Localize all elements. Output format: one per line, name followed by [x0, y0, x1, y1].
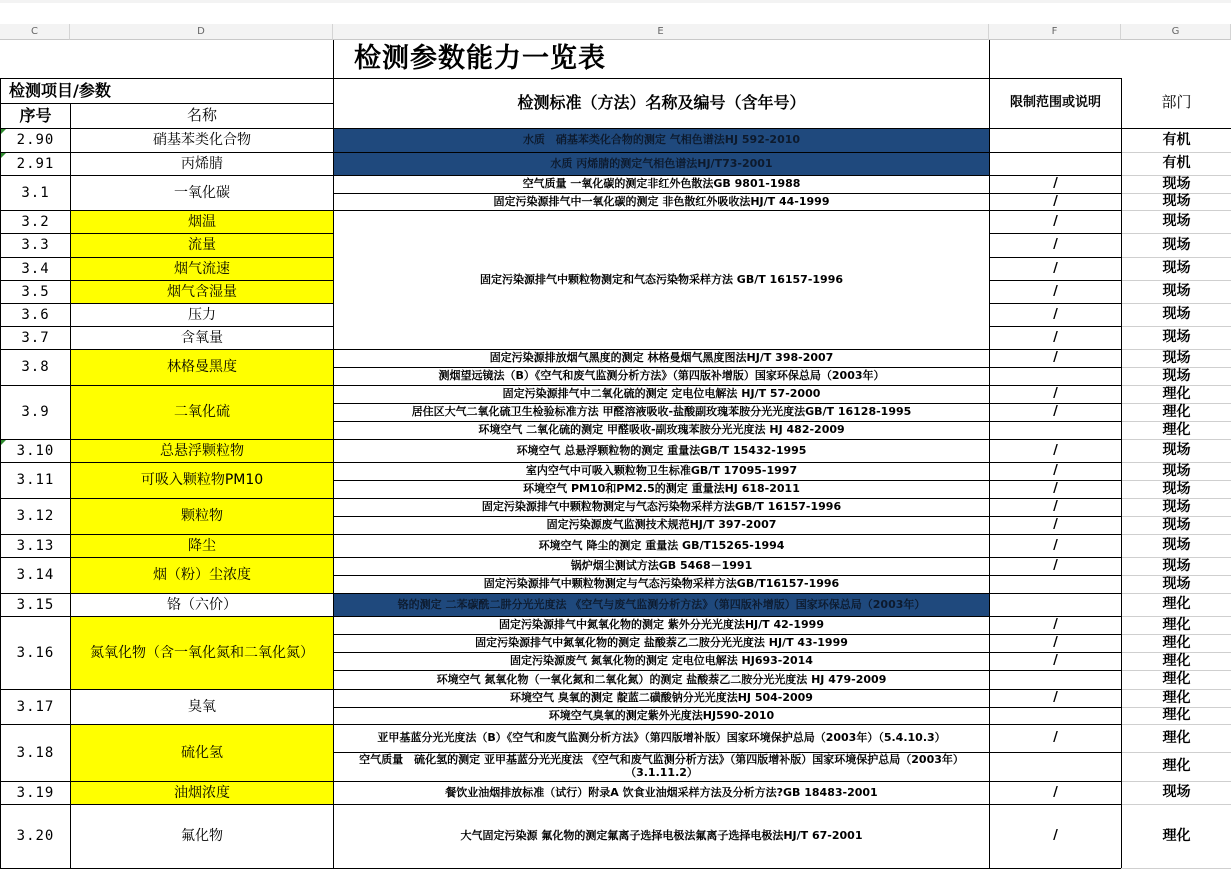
column-header-c[interactable]: C	[0, 24, 70, 40]
dept-cell[interactable]: 理化	[1121, 421, 1231, 440]
dept-cell[interactable]: 现场	[1121, 326, 1231, 350]
standard-cell[interactable]: 固定污染源排气中颗粒物测定与气态污染物采样方法GB/T16157-1996	[333, 575, 990, 594]
limit-cell[interactable]: /	[989, 516, 1122, 535]
limit-cell[interactable]: /	[989, 724, 1122, 753]
seq-cell[interactable]: 3.10	[0, 439, 71, 463]
limit-cell[interactable]: /	[989, 634, 1122, 653]
standard-cell[interactable]: 环境空气 二氧化硫的测定 甲醛吸收-副玫瑰苯胺分光光度法 HJ 482-2009	[333, 421, 990, 440]
ribbon-strip	[0, 0, 1231, 3]
header-standard[interactable]: 检测标准（方法）名称及编号（含年号）	[333, 78, 990, 129]
seq-cell[interactable]: 3.16	[0, 616, 71, 690]
limit-cell[interactable]: /	[989, 175, 1122, 194]
standard-cell[interactable]: 固定污染源排气中颗粒物测定和气态污染物采样方法 GB/T 16157-1996	[333, 210, 990, 350]
seq-cell[interactable]: 3.2	[0, 210, 71, 234]
standard-cell[interactable]: 环境空气 PM10和PM2.5的测定 重量法HJ 618-2011	[333, 480, 990, 499]
param-name-cell[interactable]: 臭氧	[70, 689, 334, 725]
dept-cell[interactable]: 理化	[1121, 593, 1231, 617]
param-name-cell[interactable]: 二氧化硫	[70, 385, 334, 440]
standard-cell[interactable]: 环境空气 臭氧的测定 靛蓝二磺酸钠分光光度法HJ 504-2009	[333, 689, 990, 708]
standard-cell[interactable]: 测烟望远镜法（B）《空气和废气监测分析方法》（第四版补增版）国家环保总局（2003年）	[333, 367, 990, 386]
comment-indicator-icon[interactable]	[1, 440, 6, 445]
limit-cell[interactable]: /	[989, 804, 1122, 869]
dept-cell[interactable]: 现场	[1121, 480, 1231, 499]
standard-cell[interactable]: 环境空气臭氧的测定紫外光度法HJ590-2010	[333, 707, 990, 725]
seq-cell[interactable]: 3.11	[0, 462, 71, 499]
limit-cell[interactable]: /	[989, 439, 1122, 463]
standard-cell[interactable]: 亚甲基蓝分光光度法（B）《空气和废气监测分析方法》（第四版增补版）国家环境保护总局（2003年）（5.4.10.3）	[333, 724, 990, 753]
limit-cell[interactable]: /	[989, 233, 1122, 258]
param-name-cell[interactable]: 氟化物	[70, 804, 334, 869]
standard-cell[interactable]: 居住区大气二氧化硫卫生检验标准方法 甲醛溶液吸收-盐酸副玫瑰苯胺分光光度法GB/T 16128-1995	[333, 403, 990, 422]
comment-indicator-icon[interactable]	[1, 129, 6, 134]
limit-cell[interactable]	[989, 152, 1122, 176]
param-name-cell[interactable]: 油烟浓度	[70, 781, 334, 805]
seq-cell[interactable]: 3.13	[0, 534, 71, 558]
dept-cell[interactable]: 现场	[1121, 280, 1231, 304]
param-name-cell[interactable]: 可吸入颗粒物PM10	[70, 462, 334, 499]
limit-cell[interactable]: /	[989, 193, 1122, 211]
seq-cell[interactable]: 3.5	[0, 280, 71, 304]
limit-cell[interactable]: /	[989, 257, 1122, 281]
standard-cell[interactable]: 固定污染源废气 氮氧化物的测定 定电位电解法 HJ693-2014	[333, 652, 990, 671]
seq-cell[interactable]: 3.17	[0, 689, 71, 725]
dept-cell[interactable]: 现场	[1121, 367, 1231, 386]
header-seq[interactable]: 序号	[0, 103, 71, 129]
limit-cell[interactable]: /	[989, 326, 1122, 350]
seq-cell[interactable]: 3.3	[0, 233, 71, 258]
limit-cell[interactable]	[989, 593, 1122, 617]
dept-cell[interactable]: 现场	[1121, 534, 1231, 558]
limit-cell[interactable]: /	[989, 652, 1122, 671]
param-name-cell[interactable]: 烟气含湿量	[70, 280, 334, 304]
standard-cell[interactable]: 水质 丙烯腈的测定气相色谱法HJ/T73-2001	[333, 152, 990, 176]
standard-cell[interactable]: 水质 硝基苯类化合物的测定 气相色谱法HJ 592-2010	[333, 128, 990, 153]
dept-cell[interactable]: 现场	[1121, 439, 1231, 463]
standard-cell[interactable]: 空气质量 硫化氢的测定 亚甲基蓝分光光度法 《空气和废气监测分析方法》（第四版增补版）国家环境保护总局（2003年）（3.1.11.2）	[333, 752, 990, 782]
dept-cell[interactable]: 现场	[1121, 210, 1231, 234]
param-name-cell[interactable]: 含氧量	[70, 326, 334, 350]
seq-cell[interactable]: 3.4	[0, 257, 71, 281]
seq-cell[interactable]: 3.6	[0, 303, 71, 327]
dept-cell[interactable]: 现场	[1121, 498, 1231, 517]
dept-cell[interactable]: 理化	[1121, 385, 1231, 404]
param-name-cell[interactable]: 氮氧化物（含一氧化氮和二氧化氮）	[70, 616, 334, 690]
sheet-title[interactable]: 检测参数能力一览表	[333, 40, 990, 79]
limit-cell[interactable]: /	[989, 462, 1122, 481]
standard-cell[interactable]: 环境空气 降尘的测定 重量法 GB/T15265-1994	[333, 534, 990, 558]
dept-cell[interactable]: 现场	[1121, 257, 1231, 281]
param-name-cell[interactable]: 压力	[70, 303, 334, 327]
limit-cell[interactable]: /	[989, 280, 1122, 304]
standard-cell[interactable]: 铬的测定 二苯碳酰二肼分光光度法 《空气与废气监测分析方法》（第四版补增版）国家环保总局（2003年）	[333, 593, 990, 617]
standard-cell[interactable]: 餐饮业油烟排放标准（试行）附录A 饮食业油烟采样方法及分析方法?GB 18483-2001	[333, 781, 990, 805]
limit-cell[interactable]: /	[989, 616, 1122, 635]
limit-cell[interactable]: /	[989, 480, 1122, 499]
limit-cell[interactable]: /	[989, 349, 1122, 368]
param-name-cell[interactable]: 流量	[70, 233, 334, 258]
comment-indicator-icon[interactable]	[1, 153, 6, 158]
param-name-cell[interactable]: 颗粒物	[70, 498, 334, 535]
limit-cell[interactable]	[989, 128, 1122, 153]
limit-cell[interactable]	[989, 421, 1122, 440]
column-header-f[interactable]: F	[989, 24, 1121, 40]
standard-cell[interactable]: 空气质量 一氧化碳的测定非红外色散法GB 9801-1988	[333, 175, 990, 194]
limit-cell[interactable]: /	[989, 781, 1122, 805]
dept-cell[interactable]: 有机	[1121, 152, 1231, 176]
header-group[interactable]: 检测项目/参数	[0, 78, 334, 104]
dept-cell[interactable]: 现场	[1121, 175, 1231, 194]
standard-cell[interactable]: 大气固定污染源 氟化物的测定氟离子选择电极法氟离子选择电极法HJ/T 67-2001	[333, 804, 990, 869]
param-name-cell[interactable]: 林格曼黑度	[70, 349, 334, 386]
dept-cell[interactable]: 现场	[1121, 575, 1231, 594]
title-blank-left[interactable]	[0, 40, 334, 79]
standard-cell[interactable]: 固定污染源排放烟气黑度的测定 林格曼烟气黑度图法HJ/T 398-2007	[333, 349, 990, 368]
standard-cell[interactable]: 固定污染源排气中颗粒物测定与气态污染物采样方法GB/T 16157-1996	[333, 498, 990, 517]
dept-cell[interactable]: 理化	[1121, 652, 1231, 671]
seq-cell[interactable]: 3.18	[0, 724, 71, 782]
seq-cell[interactable]: 3.7	[0, 326, 71, 350]
column-header-e[interactable]: E	[333, 24, 989, 40]
limit-cell[interactable]	[989, 575, 1122, 594]
seq-cell[interactable]: 3.14	[0, 557, 71, 594]
limit-cell[interactable]: /	[989, 534, 1122, 558]
param-name-cell[interactable]: 烟温	[70, 210, 334, 234]
limit-cell[interactable]: /	[989, 689, 1122, 708]
header-dept[interactable]: 部门	[1121, 78, 1231, 129]
standard-cell[interactable]: 环境空气 氮氧化物（一氧化氮和二氧化氮）的测定 盐酸萘乙二胺分光光度法 HJ 479-2009	[333, 670, 990, 690]
standard-cell[interactable]: 固定污染源排气中二氧化硫的测定 定电位电解法 HJ/T 57-2000	[333, 385, 990, 404]
limit-cell[interactable]: /	[989, 303, 1122, 327]
limit-cell[interactable]	[989, 670, 1122, 690]
dept-cell[interactable]: 理化	[1121, 616, 1231, 635]
dept-cell[interactable]: 理化	[1121, 634, 1231, 653]
standard-cell[interactable]: 锅炉烟尘测试方法GB 5468－1991	[333, 557, 990, 576]
param-name-cell[interactable]: 降尘	[70, 534, 334, 558]
dept-cell[interactable]: 现场	[1121, 303, 1231, 327]
dept-cell[interactable]: 有机	[1121, 128, 1231, 153]
seq-cell[interactable]: 3.1	[0, 175, 71, 211]
standard-cell[interactable]: 室内空气中可吸入颗粒物卫生标准GB/T 17095-1997	[333, 462, 990, 481]
param-name-cell[interactable]: 硝基苯类化合物	[70, 128, 334, 153]
standard-cell[interactable]: 固定污染源排气中氮氧化物的测定 紫外分光光度法HJ/T 42-1999	[333, 616, 990, 635]
dept-cell[interactable]: 理化	[1121, 403, 1231, 422]
header-name[interactable]: 名称	[70, 103, 334, 129]
seq-cell[interactable]: 3.15	[0, 593, 71, 617]
limit-cell[interactable]	[989, 752, 1122, 782]
dept-cell[interactable]: 现场	[1121, 516, 1231, 535]
seq-cell[interactable]: 2.90	[0, 128, 71, 153]
dept-cell[interactable]: 现场	[1121, 193, 1231, 211]
limit-cell[interactable]: /	[989, 498, 1122, 517]
seq-cell[interactable]: 3.8	[0, 349, 71, 386]
header-limit[interactable]: 限制范围或说明	[989, 78, 1122, 129]
param-name-cell[interactable]: 铬（六价）	[70, 593, 334, 617]
dept-cell[interactable]: 现场	[1121, 781, 1231, 805]
dept-cell[interactable]: 现场	[1121, 349, 1231, 368]
limit-cell[interactable]: /	[989, 210, 1122, 234]
param-name-cell[interactable]: 硫化氢	[70, 724, 334, 782]
standard-cell[interactable]: 环境空气 总悬浮颗粒物的测定 重量法GB/T 15432-1995	[333, 439, 990, 463]
dept-cell[interactable]: 现场	[1121, 557, 1231, 576]
param-name-cell[interactable]: 丙烯腈	[70, 152, 334, 176]
dept-cell[interactable]: 理化	[1121, 752, 1231, 782]
toolbar-area	[0, 0, 1231, 25]
limit-cell[interactable]: /	[989, 385, 1122, 404]
param-name-cell[interactable]: 烟气流速	[70, 257, 334, 281]
column-header-d[interactable]: D	[70, 24, 333, 40]
dept-cell[interactable]: 理化	[1121, 804, 1231, 869]
standard-cell[interactable]: 固定污染源排气中一氧化碳的测定 非色散红外吸收法HJ/T 44-1999	[333, 193, 990, 211]
dept-cell[interactable]: 理化	[1121, 707, 1231, 725]
seq-cell[interactable]: 3.20	[0, 804, 71, 869]
param-name-cell[interactable]: 烟（粉）尘浓度	[70, 557, 334, 594]
param-name-cell[interactable]: 一氧化碳	[70, 175, 334, 211]
standard-cell[interactable]: 固定污染源排气中氮氧化物的测定 盐酸萘乙二胺分光光度法 HJ/T 43-1999	[333, 634, 990, 653]
seq-cell[interactable]: 3.12	[0, 498, 71, 535]
dept-cell[interactable]: 理化	[1121, 670, 1231, 690]
dept-cell[interactable]: 理化	[1121, 724, 1231, 753]
seq-cell[interactable]: 3.9	[0, 385, 71, 440]
limit-cell[interactable]	[989, 367, 1122, 386]
dept-cell[interactable]: 理化	[1121, 689, 1231, 708]
dept-cell[interactable]: 现场	[1121, 462, 1231, 481]
seq-cell[interactable]: 2.91	[0, 152, 71, 176]
column-header-g[interactable]: G	[1121, 24, 1231, 40]
limit-cell[interactable]: /	[989, 557, 1122, 576]
param-name-cell[interactable]: 总悬浮颗粒物	[70, 439, 334, 463]
limit-cell[interactable]: /	[989, 403, 1122, 422]
dept-cell[interactable]: 现场	[1121, 233, 1231, 258]
limit-cell[interactable]	[989, 707, 1122, 725]
seq-cell[interactable]: 3.19	[0, 781, 71, 805]
standard-cell[interactable]: 固定污染源废气监测技术规范HJ/T 397-2007	[333, 516, 990, 535]
